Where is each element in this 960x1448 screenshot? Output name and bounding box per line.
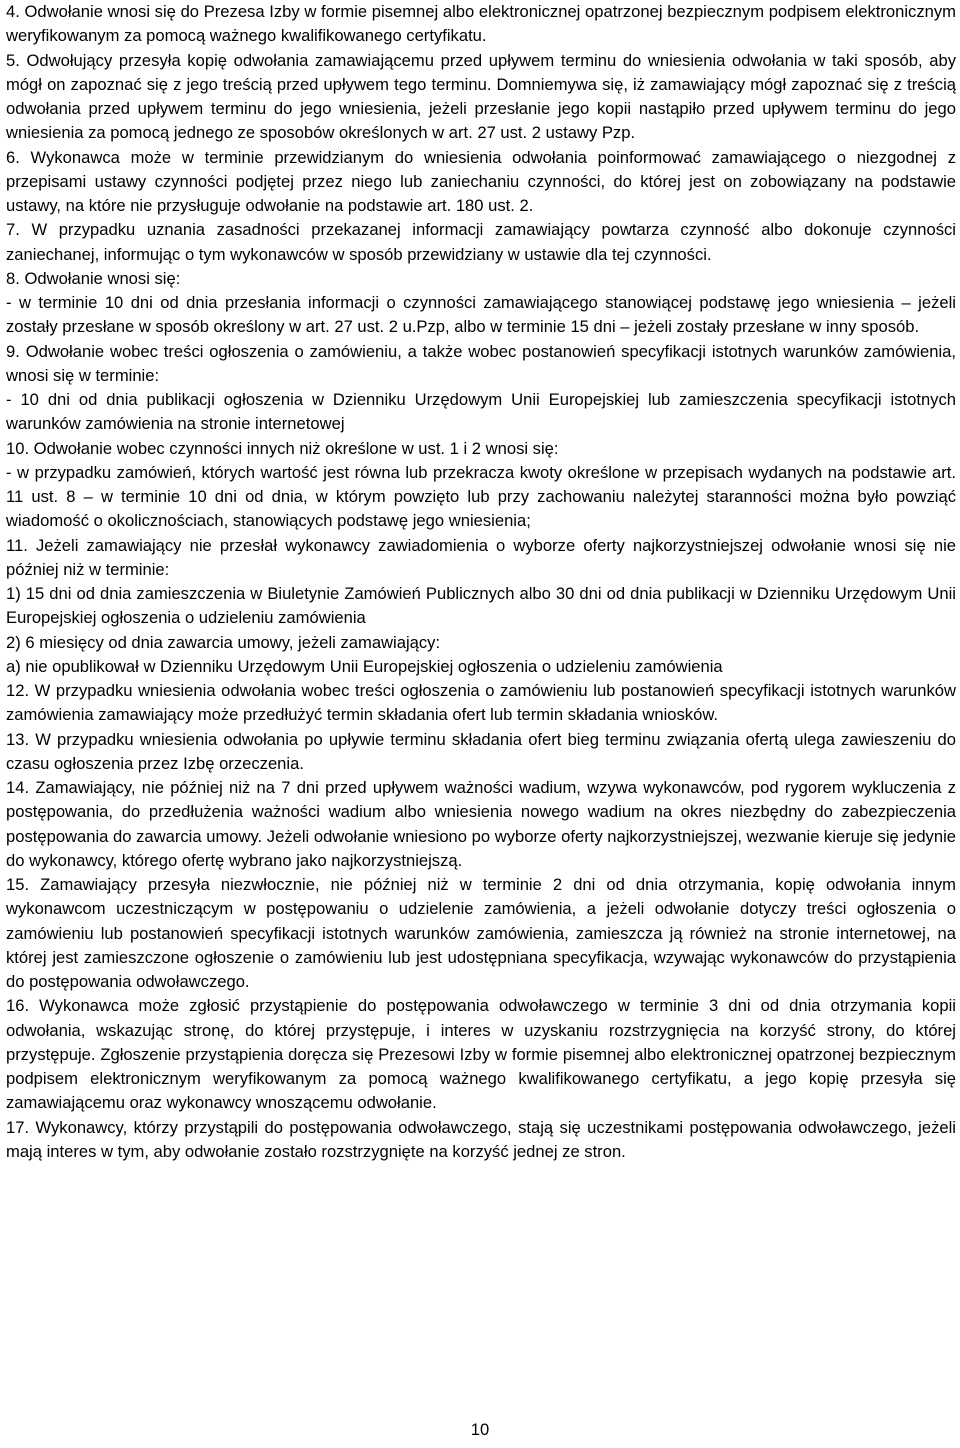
paragraph-11-heading: 11. Jeżeli zamawiający nie przesłał wykonawcy zawiadomienia o wyborze oferty najkorzystniejszej odwołanie wnosi się nie później niż w terminie: <box>6 535 956 579</box>
paragraph-11-item-2a: a) nie opublikował w Dzienniku Urzędowym Unii Europejskiej ogłoszenia o udzieleniu zamówienia <box>6 656 723 676</box>
paragraph-11-item-2: 2) 6 miesięcy od dnia zawarcia umowy, jeżeli zamawiający: <box>6 632 441 652</box>
paragraph-14: 14. Zamawiający, nie później niż na 7 dni przed upływem ważności wadium, wzywa wykonawców, pod rygorem wykluczenia z postępowania, do przedłużenia ważności wadium albo wniesienia nowego wadium na okres niezbędny do zabezpieczenia postępowania do zawarcia umowy. Jeżeli odwołanie wniesiono po wyborze oferty najkorzystniejszej, wezwanie kieruje się jedynie do wykonawcy, którego ofertę wybrano jako najkorzystniejszą. <box>6 778 956 870</box>
paragraph-9-heading: 9. Odwołanie wobec treści ogłoszenia o zamówieniu, a także wobec postanowień specyfikacji istotnych warunków zamówienia, wnosi się w terminie: <box>6 341 956 385</box>
paragraph-6: 6. Wykonawca może w terminie przewidzianym do wniesienia odwołania poinformować zamawiającego o niezgodnej z przepisami ustawy czynności podjętej przez niego lub zaniechaniu czynności, do której jest on zobowiązany na podstawie ustawy, na które nie przysługuje odwołanie na podstawie art. 180 ust. 2. <box>6 147 956 215</box>
paragraph-8-item: - w terminie 10 dni od dnia przesłania informacji o czynności zamawiającego stanowiącej podstawę jego wniesienia – jeżeli zostały przesłane w sposób określony w art. 27 ust. 2 u.Pzp, albo w terminie 15 dni – jeżeli zostały przesłane w inny sposób. <box>6 293 956 337</box>
paragraph-4: 4. Odwołanie wnosi się do Prezesa Izby w formie pisemnej albo elektronicznej opatrzonej bezpiecznym podpisem elektronicznym weryfikowanym za pomocą ważnego kwalifikowanego certyfikatu. <box>6 2 956 46</box>
paragraph-15: 15. Zamawiający przesyła niezwłocznie, nie później niż w terminie 2 dni od dnia otrzymania, kopię odwołania innym wykonawcom uczestniczącym w postępowaniu o udzielenie zamówienia, a jeżeli odwołanie dotyczy treści ogłoszenia o zamówieniu lub postanowień specyfikacji istotnych warunków zamówienia, zamieszcza ją również na stronie internetowej, na której jest zamieszczone ogłoszenie o zamówieniu lub jest udostępniana specyfikacja, wzywając wykonawców do przystąpienia do postępowania odwoławczego. <box>6 875 956 991</box>
paragraph-10-heading: 10. Odwołanie wobec czynności innych niż określone w ust. 1 i 2 wnosi się: <box>6 438 559 458</box>
paragraph-5: 5. Odwołujący przesyła kopię odwołania zamawiającemu przed upływem terminu do wniesienia odwołania w taki sposób, aby mógł on zapoznać się z jego treścią przed upływem tego terminu. Domniemywa się, iż zamawiający mógł zapoznać się z treścią odwołania przed upływem terminu do jego wniesienia, jeżeli przesłanie jego kopii nastąpiło przed upływem terminu do jego wniesienia za pomocą jednego ze sposobów określonych w art. 27 ust. 2 ustawy Pzp. <box>6 50 956 143</box>
page-number: 10 <box>470 1420 490 1439</box>
paragraph-17: 17. Wykonawcy, którzy przystąpili do postępowania odwoławczego, stają się uczestnikami postępowania odwoławczego, jeżeli mają interes w tym, aby odwołanie zostało rozstrzygnięte na korzyść jednej ze stron. <box>6 1117 956 1161</box>
paragraph-12: 12. W przypadku wniesienia odwołania wobec treści ogłoszenia o zamówieniu lub postanowień specyfikacji istotnych warunków zamówienia zamawiający może przedłużyć termin składania ofert lub termin składania wniosków. <box>6 681 956 725</box>
paragraph-8-heading: 8. Odwołanie wnosi się: <box>6 268 181 288</box>
paragraph-7: 7. W przypadku uznania zasadności przekazanej informacji zamawiający powtarza czynność albo dokonuje czynności zaniechanej, informując o tym wykonawców w sposób przewidziany w ustawie dla tej czynności. <box>6 220 956 264</box>
paragraph-11-item-1: 1) 15 dni od dnia zamieszczenia w Biuletynie Zamówień Publicznych albo 30 dni od dnia publikacji w Dzienniku Urzędowym Unii Europejskiej ogłoszenia o udzieleniu zamówienia <box>6 584 956 628</box>
document-body <box>6 0 956 1164</box>
paragraph-9-item: - 10 dni od dnia publikacji ogłoszenia w Dzienniku Urzędowym Unii Europejskiej lub zamieszczenia specyfikacji istotnych warunków zamówienia na stronie internetowej <box>6 390 956 434</box>
paragraph-10-item: - w przypadku zamówień, których wartość jest równa lub przekracza kwoty określone w przepisach wydanych na podstawie art. 11 ust. 8 – w terminie 10 dni od dnia, w którym powzięto lub przy zachowaniu należytej staranności można było powziąć wiadomość o okolicznościach, stanowiących podstawę jego wniesienia; <box>6 462 956 531</box>
paragraph-13: 13. W przypadku wniesienia odwołania po upływie terminu składania ofert bieg terminu związania ofertą ulega zawieszeniu do czasu ogłoszenia przez Izbę orzeczenia. <box>6 729 956 773</box>
paragraph-16: 16. Wykonawca może zgłosić przystąpienie do postępowania odwoławczego w terminie 3 dni od dnia otrzymania kopii odwołania, wskazując stronę, do której przystępuje, i interes w uzyskaniu rozstrzygnięcia na korzyść strony, do której przystępuje. Zgłoszenie przystąpienia doręcza się Prezesowi Izby w formie pisemnej albo elektronicznej opatrzonej bezpiecznym podpisem elektronicznym weryfikowanym za pomocą ważnego kwalifikowanego certyfikatu, a jego kopię przesyła się zamawiającemu oraz wykonawcy wnoszącemu odwołanie. <box>6 996 956 1113</box>
